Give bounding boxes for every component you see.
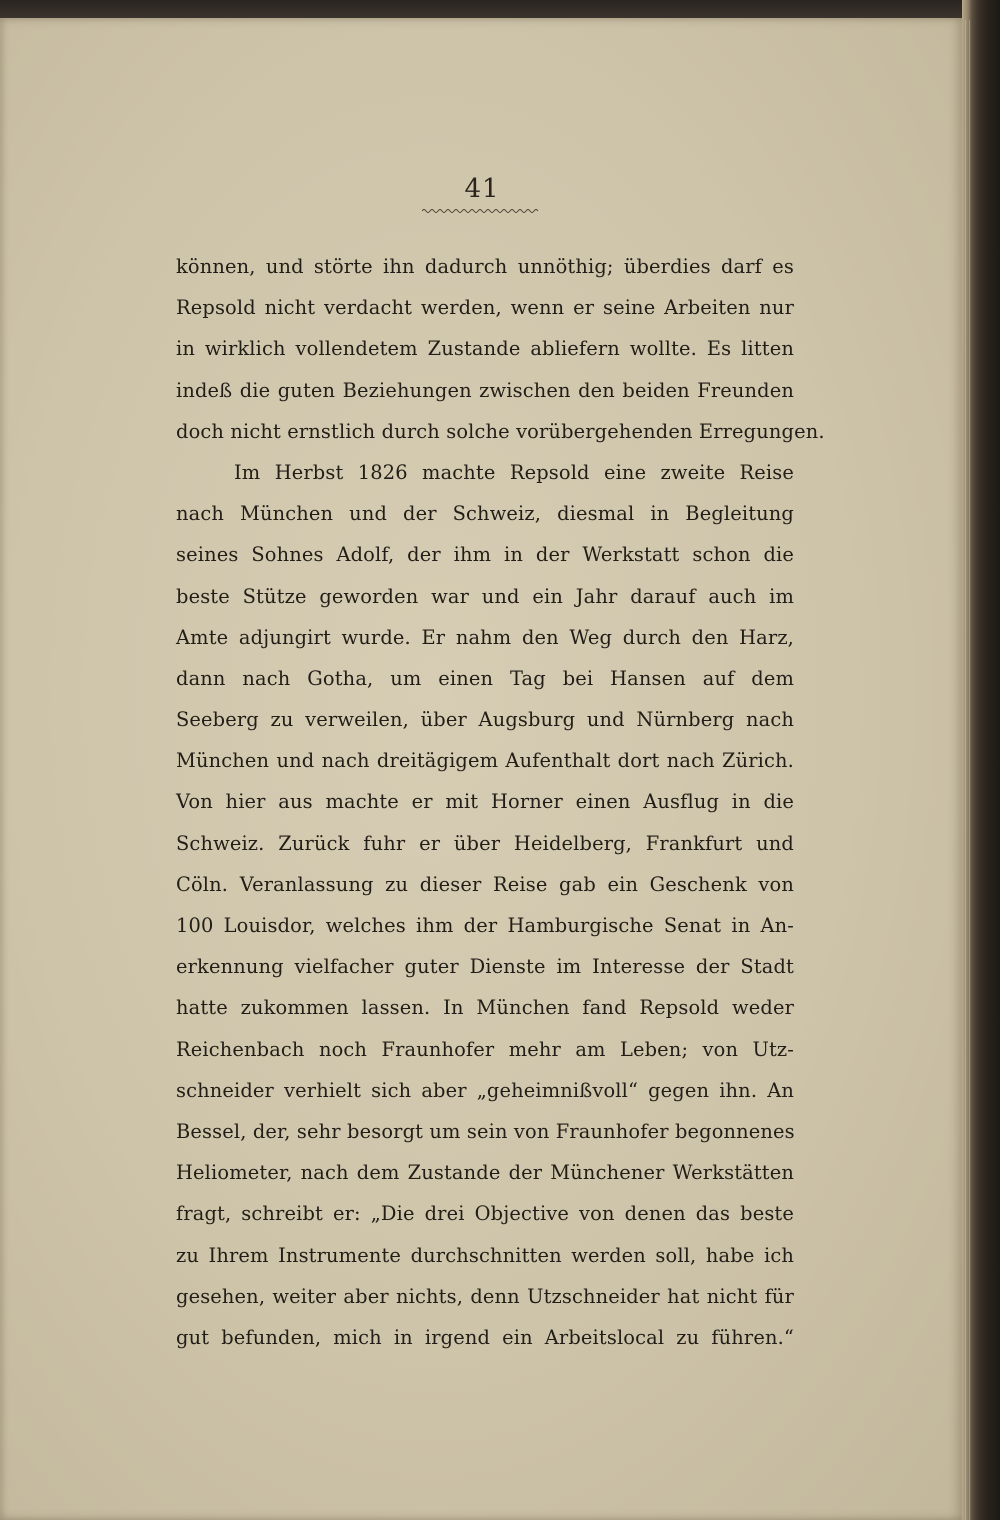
text-line: dann nach Gotha, um einen Tag bei Hansen auf dem xyxy=(176,666,794,690)
text-line: München und nach dreitägigem Aufenthalt dort nach Zürich. xyxy=(176,749,794,773)
text-line: Seeberg zu verweilen, über Augsburg und Nürnberg nach xyxy=(176,708,794,732)
text-line: Repsold nicht verdacht werden, wenn er seine Arbeiten nur xyxy=(176,296,794,320)
text-line: Amte adjungirt wurde. Er nahm den Weg durch den Harz, xyxy=(176,625,794,649)
text-line: in wirklich vollendetem Zustande abliefern wollte. Es litten xyxy=(176,337,794,361)
text-line: beste Stütze geworden war und ein Jahr darauf auch im xyxy=(176,584,794,608)
text-line: Reichenbach noch Fraunhofer mehr am Leben; von Utz- xyxy=(176,1037,794,1061)
text-line: Schweiz. Zurück fuhr er über Heidelberg, Frankfurt und xyxy=(176,831,794,855)
scanner-border-top xyxy=(0,0,1000,18)
text-line: gesehen, weiter aber nichts, denn Utzschneider hat nicht für xyxy=(176,1284,794,1308)
text-line: fragt, schreibt er: „Die drei Objective von denen das beste xyxy=(176,1202,794,1226)
text-line: gut befunden, mich in irgend ein Arbeitslocal zu führen.“ xyxy=(176,1325,794,1349)
text-line: doch nicht ernstlich durch solche vorübergehenden Erregungen. xyxy=(176,419,825,443)
body-text xyxy=(176,246,825,1358)
text-line: hatte zukommen lassen. In München fand Repsold weder xyxy=(176,996,794,1020)
text-line: erkennung vielfacher guter Dienste im Interesse der Stadt xyxy=(176,955,794,979)
text-line: schneider verhielt sich aber „geheimnißvoll“ gegen ihn. An xyxy=(176,1078,794,1102)
text-line: zu Ihrem Instrumente durchschnitten werden soll, habe ich xyxy=(176,1243,794,1267)
text-line: 100 Louisdor, welches ihm der Hamburgische Senat in An- xyxy=(176,914,794,937)
text-line: Bessel, der, sehr besorgt um sein von Fraunhofer begonnenes xyxy=(176,1119,795,1143)
text-line: Cöln. Veranlassung zu dieser Reise gab ein Geschenk von xyxy=(176,872,794,896)
text-line: Im Herbst 1826 machte Repsold eine zweite Reise xyxy=(234,460,794,484)
page-number: 41 xyxy=(464,174,500,204)
book-edge-shadow xyxy=(962,0,1000,1520)
page-edge-line xyxy=(969,20,970,1520)
book-page xyxy=(0,18,964,1520)
text-line: indeß die guten Beziehungen zwischen den beiden Freunden xyxy=(176,378,794,402)
text-line: Heliometer, nach dem Zustande der Münchener Werkstätten xyxy=(176,1161,794,1185)
text-line: können, und störte ihn dadurch unnöthig; überdies darf es xyxy=(176,255,794,278)
text-line: seines Sohnes Adolf, der ihm in der Werkstatt schon die xyxy=(176,543,794,567)
text-line: nach München und der Schweiz, diesmal in Begleitung xyxy=(176,502,794,526)
page-number-wavy-rule xyxy=(422,208,540,214)
text-line: Von hier aus machte er mit Horner einen Ausflug in die xyxy=(176,790,794,814)
page-edge-line xyxy=(965,20,966,1520)
